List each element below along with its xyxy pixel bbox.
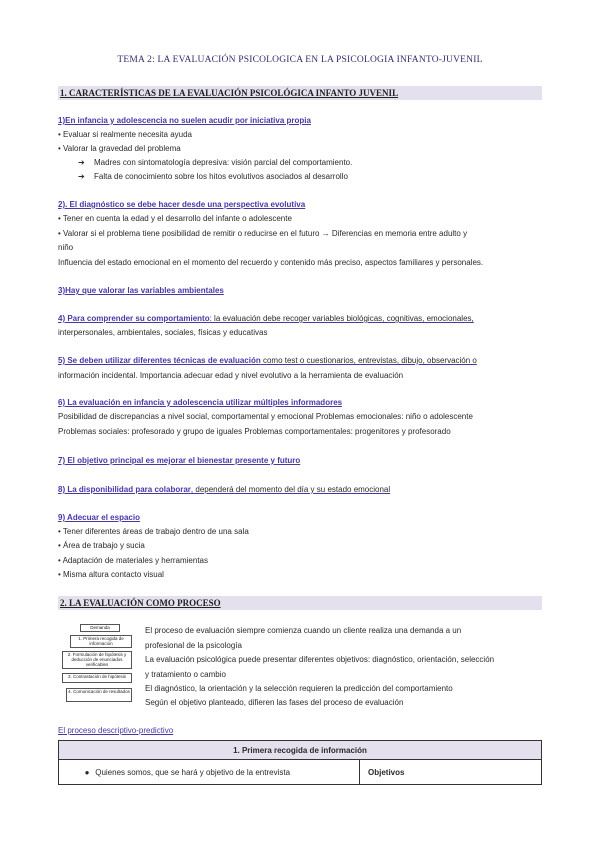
item-1-line-1: • Evaluar si realmente necesita ayuda: [58, 130, 192, 139]
item-9-title: 9) Adecuar el espacio: [58, 513, 140, 522]
process-paragraph-line-6: Según el objetivo planteado, difieren las fases del proceso de evaluación: [145, 698, 404, 707]
item-4-title: 4) Para comprender su comportamiento: la evaluación debe recoger variables biológicas, cognitivas, emocionales,: [58, 314, 474, 323]
item-7-title: 7) El objetivo principal es mejorar el bienestar presente y futuro: [58, 456, 301, 465]
item-2-line-4: Influencia del estado emocional en el momento del recuerdo y contenido más preciso, aspectos familiares y personales.: [58, 258, 484, 267]
process-subtitle: El proceso descriptivo-predictivo: [58, 726, 174, 735]
bullet-icon: ●: [84, 767, 90, 777]
item-6-line-2: Problemas sociales: profesorado y grupo de iguales Problemas comportamentales: progenitores y profesorado: [58, 427, 451, 436]
diagram-box-step-4: 4. Comunicación de resultados: [66, 688, 132, 702]
item-6-title: 6) La evaluación en infancia y adolescencia utilizar múltiples informadores: [58, 398, 343, 407]
arrow-icon: ➔: [78, 172, 85, 181]
table-cell-right: Objetivos: [360, 760, 542, 785]
item-9-line-4: • Misma altura contacto visual: [58, 570, 164, 579]
section-1-header: 1. CARACTERÍSTICAS DE LA EVALUACIÓN PSICOLÓGICA INFANTO JUVENIL: [58, 86, 542, 100]
table-header-row: [59, 741, 542, 760]
diagram-box-step-2: 2. Formulación de hipótesis y deducción de enunciados verificables: [62, 651, 132, 669]
item-9-line-1: • Tener diferentes áreas de trabajo dentro de una sala: [58, 527, 249, 536]
process-paragraph-line-5: El diagnóstico, la orientación y la selección requieren la predicción del comportamiento: [145, 684, 453, 693]
item-9-line-2: • Área de trabajo y sucia: [58, 541, 145, 550]
diagram-box-step-1: 1. Primera recogida de información: [70, 635, 132, 648]
item-3-title: 3)Hay que valorar las variables ambientales: [58, 286, 224, 295]
item-5-line-1: información incidental. Importancia adecuar edad y nivel evolutivo a la herramienta de evaluación: [58, 371, 404, 380]
item-2-title: 2). El diagnóstico se debe hacer desde una perspectiva evolutiva: [58, 200, 306, 209]
process-paragraph-line-3: La evaluación psicológica puede presentar diferentes objetivos: diagnóstico, orientación, selección: [145, 655, 495, 664]
diagram-box-demanda: Demanda: [80, 624, 120, 632]
diagram-box-step-3: 3. Contrastación de hipótesis: [62, 673, 132, 683]
item-1-title: 1)En infancia y adolescencia no suelen acudir por iniciativa propia: [58, 116, 311, 125]
item-4-line-1: interpersonales, ambientales, sociales, físicas y educativas: [58, 328, 268, 337]
document-title: TEMA 2: LA EVALUACIÓN PSICOLOGICA EN LA PSICOLOGIA INFANTO-JUVENIL: [117, 55, 483, 65]
item-2-line-1: • Tener en cuenta la edad y el desarrollo del infante o adolescente: [58, 214, 292, 223]
section-2-header: 2. LA EVALUACIÓN COMO PROCESO: [58, 596, 542, 610]
process-diagram: [58, 624, 132, 708]
item-2-line-3: niño: [58, 243, 74, 252]
process-paragraph-line-2: profesional de la psicología: [145, 641, 242, 650]
item-2-line-2: • Valorar si el problema tiene posibilidad de remitir o reducirse en el futuro → Diferencias en memoria entre adulto y: [58, 229, 468, 238]
arrow-icon: ➔: [78, 158, 85, 167]
table-header-cell: 1. Primera recogida de información: [59, 741, 542, 760]
table-row: [59, 760, 542, 785]
process-paragraph-line-4: y tratamiento o cambio: [145, 670, 226, 679]
item-5-title: 5) Se deben utilizar diferentes técnicas de evaluación como test o cuestionarios, entrevistas, dibujo, observación o: [58, 356, 477, 365]
item-6-line-1: Posibilidad de discrepancias a nivel social, comportamental y emocional Problemas emocionales: niño o adolescente: [58, 412, 473, 421]
item-8-title: 8) La disponibilidad para colaborar, dependerá del momento del día y su estado emocional: [58, 485, 391, 494]
table-cell-left: ● Quienes somos, que se hará y objetivo de la entrevista: [59, 760, 360, 785]
item-1-arrow-2: ➔ Falta de conocimiento sobre los hitos evolutivos asociados al desarrollo: [78, 172, 348, 181]
item-1-arrow-1: ➔ Madres con sintomatología depresiva: visión parcial del comportamiento.: [78, 158, 353, 167]
item-9-line-3: • Adaptación de materiales y herramientas: [58, 556, 208, 565]
process-paragraph-line-1: El proceso de evaluación siempre comienza cuando un cliente realiza una demanda a un: [145, 626, 462, 635]
item-1-line-2: • Valorar la gravedad del problema: [58, 144, 181, 153]
process-table: [58, 740, 542, 785]
